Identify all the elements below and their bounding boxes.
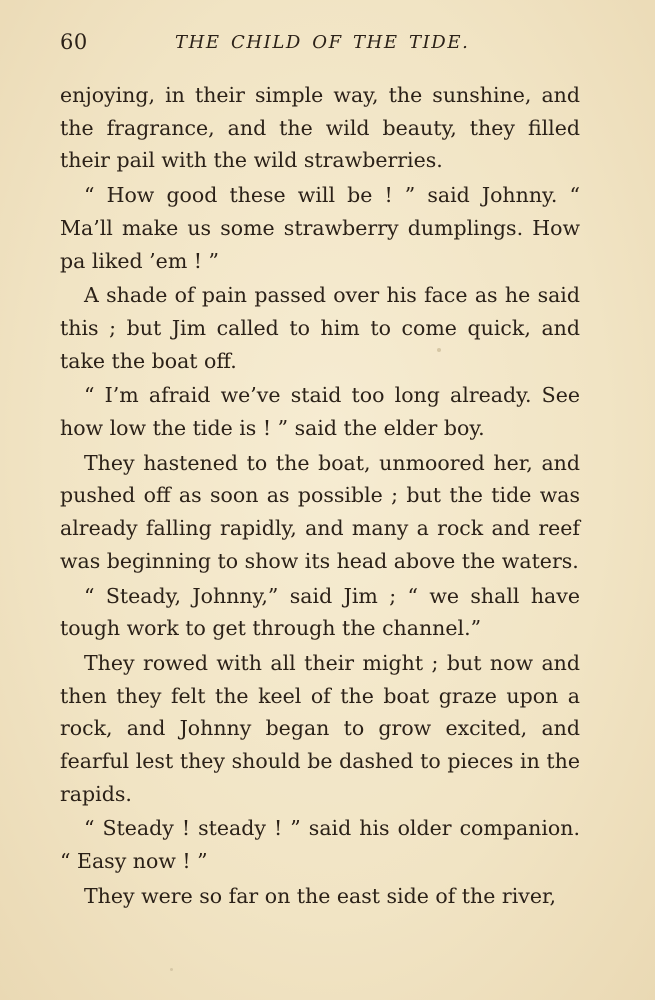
page-header (60, 30, 585, 56)
paragraph: “ How good these will be ! ” said Johnny. “ Ma’ll make us some strawberry dumplings. How pa liked ’em ! ” (60, 183, 580, 273)
paragraph: “ Steady, Johnny,” said Jim ; “ we shall have tough work to get through the channel.” (60, 583, 580, 641)
paragraph: “ I’m afraid we’ve staid too long already. See how low the tide is ! ” said the elder boy. (60, 383, 580, 441)
paragraph: They were so far on the east side of the river, (84, 883, 557, 908)
paper-speck (437, 348, 441, 352)
paragraph: “ Steady ! steady ! ” said his older companion. “ Easy now ! ” (60, 816, 580, 874)
paragraph: A shade of pain passed over his face as he said this ; but Jim called to him to come quick, and take the boat off. (60, 283, 580, 373)
body-text (60, 79, 580, 913)
page-number: 60 (60, 30, 88, 54)
paragraph: enjoying, in their simple way, the sunshine, and the fragrance, and the wild beauty, they filled their pail with the wild strawberries. (60, 83, 580, 173)
running-title: THE CHILD OF THE TIDE. (175, 32, 470, 53)
paragraph: They rowed with all their might ; but now and then they felt the keel of the boat graze upon a rock, and Johnny began to grow excited, and fearful lest they should be dashed to pieces in the rapids. (60, 650, 580, 806)
paper-speck (170, 968, 173, 971)
paragraph: They hastened to the boat, unmoored her, and pushed off as soon as possible ; but the tide was already falling rapidly, and many a rock and reef was beginning to show its head above the waters. (60, 450, 580, 573)
